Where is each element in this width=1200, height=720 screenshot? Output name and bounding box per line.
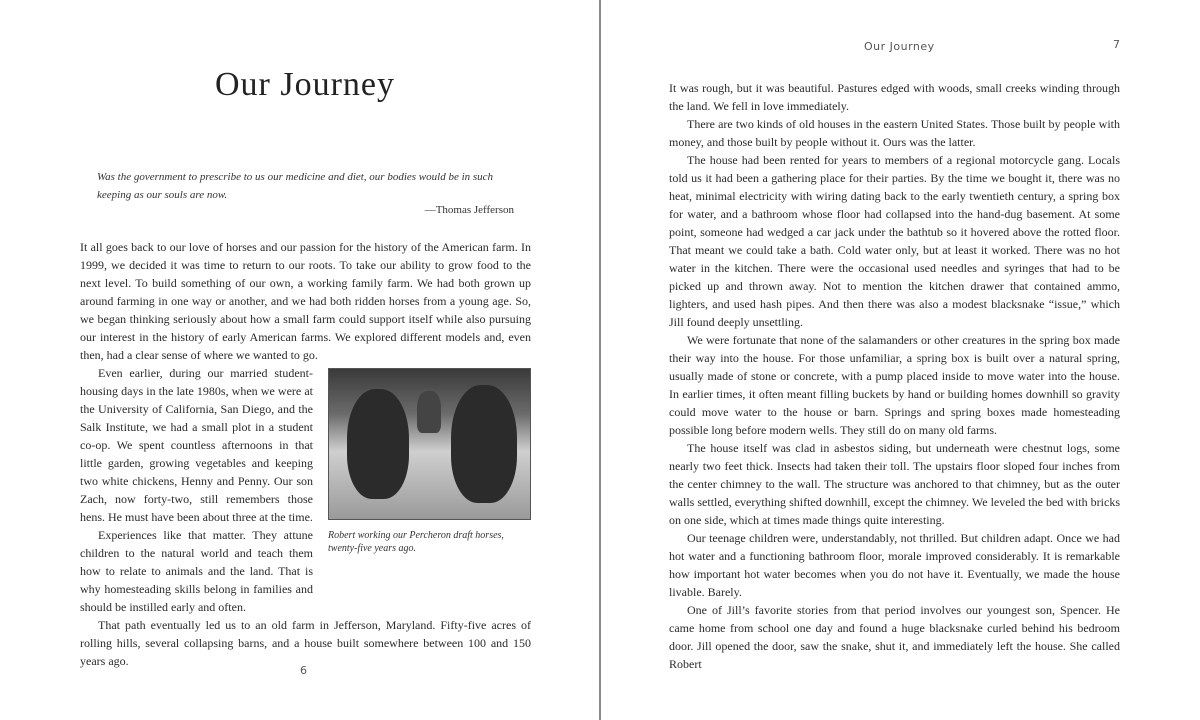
paragraph: Even earlier, during our married student-housing days in the late 1980s, when we were at the University of California, San Diego, and the Salk Institute, we had a small plot in a student co-op. We spent countless afternoons in that little garden, growing vegetables and keeping two white chickens, Henny and Penny. Our son Zach, now forty-two, still remembers those hens. He must have been about three at the time. [80, 366, 313, 524]
paragraph: It was rough, but it was beautiful. Pastures edged with woods, small creeks winding through the land. We fell in love immediately. [669, 81, 1120, 113]
right-page [601, 0, 1200, 720]
farmer [417, 391, 441, 433]
paragraph: The house itself was clad in asbestos siding, but underneath were chestnut logs, some nearly two feet thick. Insects had taken their toll. The upstairs floor sloped four inches from the center chimney to the wall. The structure was anchored to that chimney, but as the outer walls settled, everything shifted downhill, except the chimney. We leveled the bed with bricks on one side, which at times made things quite interesting. [669, 441, 1120, 527]
horse-right [451, 385, 517, 503]
epigraph-quote: Was the government to prescribe to us our medicine and diet, our bodies would be in such keeping as our souls are now. [97, 171, 494, 201]
epigraph-attribution: —Thomas Jefferson [424, 204, 514, 216]
figure-caption: Robert working our Percheron draft horses, twenty-five years ago. [328, 530, 504, 554]
figure [328, 368, 531, 555]
horse-left [347, 389, 409, 499]
paragraph: We were fortunate that none of the salamanders or other creatures in the spring box made their way into the house. For those unfamiliar, a spring box is built over a natural spring, usually made of stone or concrete, with a pump placed inside to move water into the house. In earlier times, it often meant filling buckets by hand or building homes downhill so gravity could move water to the house or barn. Springs and spring boxes made homesteading possible long before modern wells. They still do on many old farms. [669, 333, 1120, 437]
paragraph: One of Jill’s favorite stories from that period involves our youngest son, Spencer. He came home from school one day and found a huge blacksnake curled behind his bedroom door. Jill opened the door, saw the snake, shut it, and immediately left the house. She called Robert [669, 603, 1120, 671]
running-head: Our Journey [864, 40, 935, 53]
paragraph: That path eventually led us to an old farm in Jefferson, Maryland. Fifty-five acres of rolling hills, several collapsing barns, and a house built somewhere between 100 and 150 years ago. [80, 618, 531, 668]
paragraph: Experiences like that matter. They attune children to the natural world and teach them how to relate to animals and the land. That is why homesteading skills belong in families and should be instilled early and often. [80, 528, 313, 614]
chapter-title: Our Journey [214, 66, 396, 103]
page-number-right: 7 [1113, 38, 1120, 51]
right-page-body [669, 79, 1120, 673]
paragraph: Our teenage children were, understandably, not thrilled. But children adapt. Once we had hot water and a functioning bathroom floor, morale improved considerably. It is remarkable how important hot water becomes when you do not have it. Eventually, we made the house livable. Barely. [669, 531, 1120, 599]
paragraph: There are two kinds of old houses in the eastern United States. Those built by people with money, and those built by people without it. Ours was the latter. [669, 117, 1120, 149]
horses-photo [328, 368, 531, 520]
page-number-left: 6 [300, 664, 307, 677]
paragraph: The house had been rented for years to members of a regional motorcycle gang. Locals told us it had been a gathering place for their parties. By the time we bought it, there was no heat, minimal electricity with wiring dating back to the early twentieth century, a spring box for water, and a bathroom whose floor had collapsed into the hand-dug basement. At some point, someone had wedged a car jack under the bathtub so it hovered above the rotted floor. That meant we could take a bath. Cold water only, but at least it worked. There was no hot water in the kitchen. There were the occasional used needles and syringes that had to be picked up and thrown away. Not to mention the kitchen drawer that contained ammo, lighters, and used hash pipes. And then there was also a modest blacksnake “issue,” which Jill found deeply unsettling. [669, 153, 1120, 329]
paragraph: It all goes back to our love of horses and our passion for the history of the American farm. In 1999, we decided it was time to return to our roots. To take our ability to grow food to the next level. To build something of our own, a working family farm. We had both grown up around farming in one way or another, and we had both ridden horses from a young age. So, we began thinking seriously about how a small farm could support itself while also pursuing our interest in the history of early American farms. We explored different models and, even then, had a clear sense of where we wanted to go. [80, 240, 531, 362]
